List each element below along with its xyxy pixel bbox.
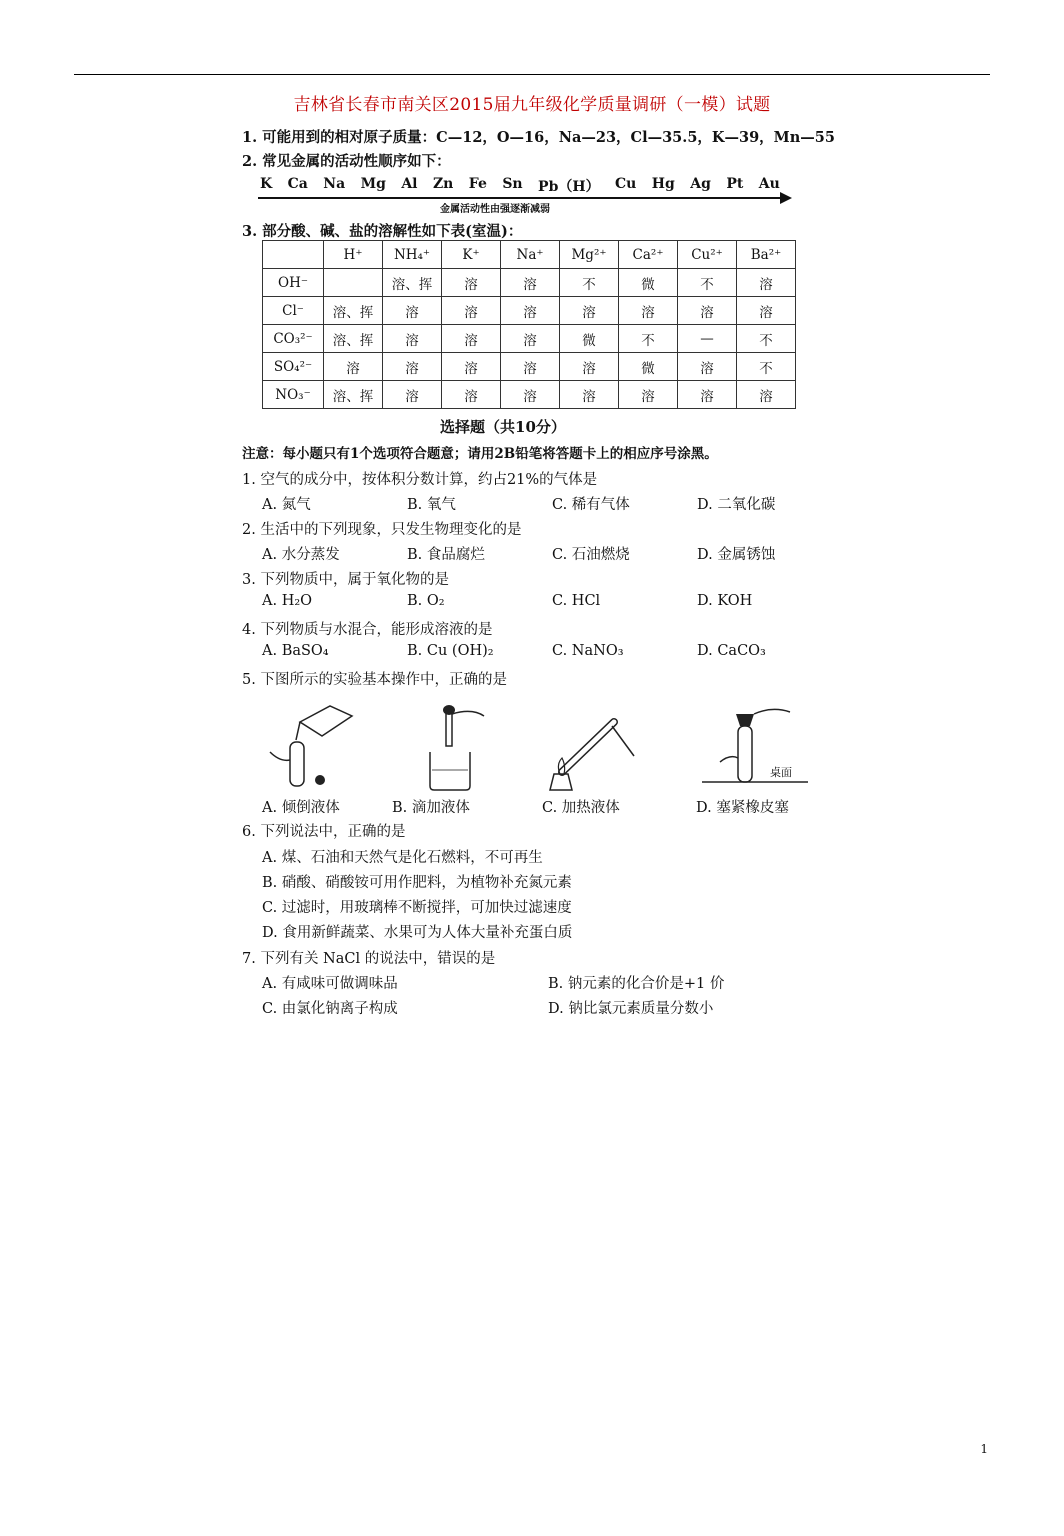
- table-cell: 溶: [501, 269, 560, 297]
- option: D. 食用新鲜蔬菜、水果可为人体大量补充蛋白质: [262, 925, 573, 941]
- question-stem: 2. 生活中的下列现象，只发生物理变化的是: [242, 522, 522, 538]
- cation-header: H⁺: [324, 241, 383, 269]
- cation-header: Ba²⁺: [737, 241, 796, 269]
- table-cell: 不: [560, 269, 619, 297]
- header-rule: [74, 74, 990, 75]
- cation-header: Mg²⁺: [560, 241, 619, 269]
- option: D. KOH: [697, 593, 753, 609]
- anion-header: CO₃²⁻: [263, 325, 324, 353]
- option: A. H₂O: [262, 593, 313, 609]
- table-cell: 不: [737, 325, 796, 353]
- table-cell: 溶、挥: [324, 325, 383, 353]
- question-stem: 6. 下列说法中，正确的是: [242, 824, 406, 840]
- figure-caption: C. 加热液体: [542, 800, 620, 816]
- table-cell: 不: [737, 353, 796, 381]
- option: B. Cu (OH)₂: [407, 643, 494, 659]
- metal: Ca: [287, 176, 308, 192]
- option: A. 有咸味可做调味品: [262, 976, 398, 992]
- option: C. 稀有气体: [552, 497, 630, 513]
- figure-caption: B. 滴加液体: [392, 800, 470, 816]
- cation-header: Ca²⁺: [619, 241, 678, 269]
- table-row: [263, 381, 796, 409]
- anion-header: Cl⁻: [263, 297, 324, 325]
- table-cell: 溶、挥: [324, 297, 383, 325]
- table-cell: 溶: [501, 353, 560, 381]
- table-row: [263, 325, 796, 353]
- option: A. 煤、石油和天然气是化石燃料，不可再生: [262, 850, 543, 866]
- option: A. BaSO₄: [262, 643, 329, 659]
- option: B. O₂: [407, 593, 445, 609]
- arrow-head-icon: [780, 192, 792, 204]
- note-activity-series: 2. 常见金属的活动性顺序如下：: [242, 153, 451, 170]
- table-cell: 溶: [383, 381, 442, 409]
- table-cell: 溶: [560, 381, 619, 409]
- question-options: [262, 543, 842, 564]
- question-stem: 3. 下列物质中，属于氧化物的是: [242, 572, 449, 588]
- table-cell: 微: [560, 325, 619, 353]
- metal: Pt: [726, 176, 744, 192]
- table-cell: 溶: [501, 325, 560, 353]
- table-cell: 溶: [678, 381, 737, 409]
- table-header-row: [263, 241, 796, 269]
- metal: Na: [323, 176, 346, 192]
- option: B. 食品腐烂: [407, 547, 485, 563]
- table-cell: —: [678, 325, 737, 353]
- option: C. HCl: [552, 593, 601, 609]
- table-cell: 溶: [442, 297, 501, 325]
- note-solubility: 3. 部分酸、碱、盐的溶解性如下表(室温)：: [242, 223, 523, 240]
- option: B. 硝酸、硝酸铵可用作肥料，为植物补充氮元素: [262, 875, 572, 891]
- anion-header: SO₄²⁻: [263, 353, 324, 381]
- metal: Zn: [432, 176, 454, 192]
- option: A. 水分蒸发: [262, 547, 340, 563]
- stopper-figure: [700, 702, 810, 792]
- option: C. NaNO₃: [552, 643, 624, 659]
- table-cell: 溶: [383, 325, 442, 353]
- option: D. 二氧化碳: [697, 497, 776, 513]
- table-cell: 溶: [678, 297, 737, 325]
- table-cell: 溶: [619, 381, 678, 409]
- table-cell: 溶: [383, 353, 442, 381]
- pouring-liquid-figure: [260, 702, 370, 792]
- question-stem: 1. 空气的成分中，按体积分数计算，约占21%的气体是: [242, 472, 598, 488]
- solubility-table: [262, 240, 796, 409]
- figure-caption: A. 倾倒液体: [262, 800, 340, 816]
- metal-activity-series: [260, 176, 780, 196]
- table-cell: 溶: [737, 297, 796, 325]
- dropping-liquid-figure: [400, 702, 510, 792]
- metal: Fe: [468, 176, 487, 192]
- table-cell: 溶: [383, 297, 442, 325]
- table-cell: 不: [619, 325, 678, 353]
- metal: Pb（H）: [538, 179, 600, 195]
- activity-arrow: [258, 197, 783, 199]
- option: A. 氮气: [262, 497, 311, 513]
- cation-header: Cu²⁺: [678, 241, 737, 269]
- option: C. 过滤时，用玻璃棒不断搅拌，可加快过滤速度: [262, 900, 572, 916]
- table-cell: 溶: [678, 353, 737, 381]
- table-cell: 不: [678, 269, 737, 297]
- table-cell: 溶: [442, 353, 501, 381]
- table-cell: 溶: [442, 269, 501, 297]
- cation-header: Na⁺: [501, 241, 560, 269]
- table-cell: 溶: [442, 325, 501, 353]
- figure-caption: D. 塞紧橡皮塞: [696, 800, 789, 816]
- page-title: 吉林省长春市南关区2015届九年级化学质量调研（一模）试题: [293, 95, 771, 115]
- anion-header: NO₃⁻: [263, 381, 324, 409]
- page-number: 1: [980, 1442, 988, 1456]
- option: B. 钠元素的化合价是+1 价: [548, 976, 725, 992]
- table-row: [263, 297, 796, 325]
- table-cell: 微: [619, 353, 678, 381]
- table-cell: 溶: [442, 381, 501, 409]
- table-cell: 溶: [501, 297, 560, 325]
- metal: Cu: [615, 176, 637, 192]
- question-options: [262, 643, 842, 659]
- table-cell: 溶: [737, 269, 796, 297]
- metal: Al: [401, 176, 418, 192]
- table-corner: [263, 241, 324, 269]
- cation-header: NH₄⁺: [383, 241, 442, 269]
- question-stem: 7. 下列有关 NaCl 的说法中，错误的是: [242, 951, 496, 967]
- question-stem: 4. 下列物质与水混合，能形成溶液的是: [242, 622, 493, 638]
- question-options: [262, 493, 842, 514]
- table-cell: 溶: [560, 353, 619, 381]
- question-stem: 5. 下图所示的实验基本操作中，正确的是: [242, 672, 507, 688]
- table-row: [263, 269, 796, 297]
- question-options: [262, 593, 842, 609]
- table-cell: 溶: [619, 297, 678, 325]
- metal: Ag: [690, 176, 711, 192]
- table-cell: 溶: [501, 381, 560, 409]
- option: B. 氧气: [407, 497, 456, 513]
- section-heading: 选择题（共10分）: [440, 418, 566, 436]
- table-cell: 微: [619, 269, 678, 297]
- table-cell: 溶: [560, 297, 619, 325]
- table-cell: [324, 269, 383, 297]
- metal: Sn: [502, 176, 523, 192]
- table-cell: 溶: [324, 353, 383, 381]
- table-cell: 溶: [737, 381, 796, 409]
- option: D. 金属锈蚀: [697, 547, 776, 563]
- table-cell: 溶、挥: [324, 381, 383, 409]
- metal: Mg: [360, 176, 386, 192]
- metal: Hg: [651, 176, 675, 192]
- option: C. 石油燃烧: [552, 547, 630, 563]
- metal: Au: [758, 176, 780, 192]
- notice: 注意：每小题只有1个选项符合题意；请用2B铅笔将答题卡上的相应序号涂黑。: [242, 446, 718, 462]
- table-row: [263, 353, 796, 381]
- activity-caption: 金属活动性由强逐渐减弱: [440, 204, 550, 215]
- option: C. 由氯化钠离子构成: [262, 1001, 398, 1017]
- cation-header: K⁺: [442, 241, 501, 269]
- heating-liquid-figure: [542, 702, 652, 792]
- note-atomic-masses: 1. 可能用到的相对原子质量：C—12，O—16，Na—23，Cl—35.5，K—39，Mn—55: [242, 129, 835, 146]
- table-cell: 溶、挥: [383, 269, 442, 297]
- desk-label: 桌面: [770, 766, 792, 779]
- anion-header: OH⁻: [263, 269, 324, 297]
- option: D. CaCO₃: [697, 643, 766, 659]
- metal: K: [260, 176, 273, 192]
- option: D. 钠比氯元素质量分数小: [548, 1001, 714, 1017]
